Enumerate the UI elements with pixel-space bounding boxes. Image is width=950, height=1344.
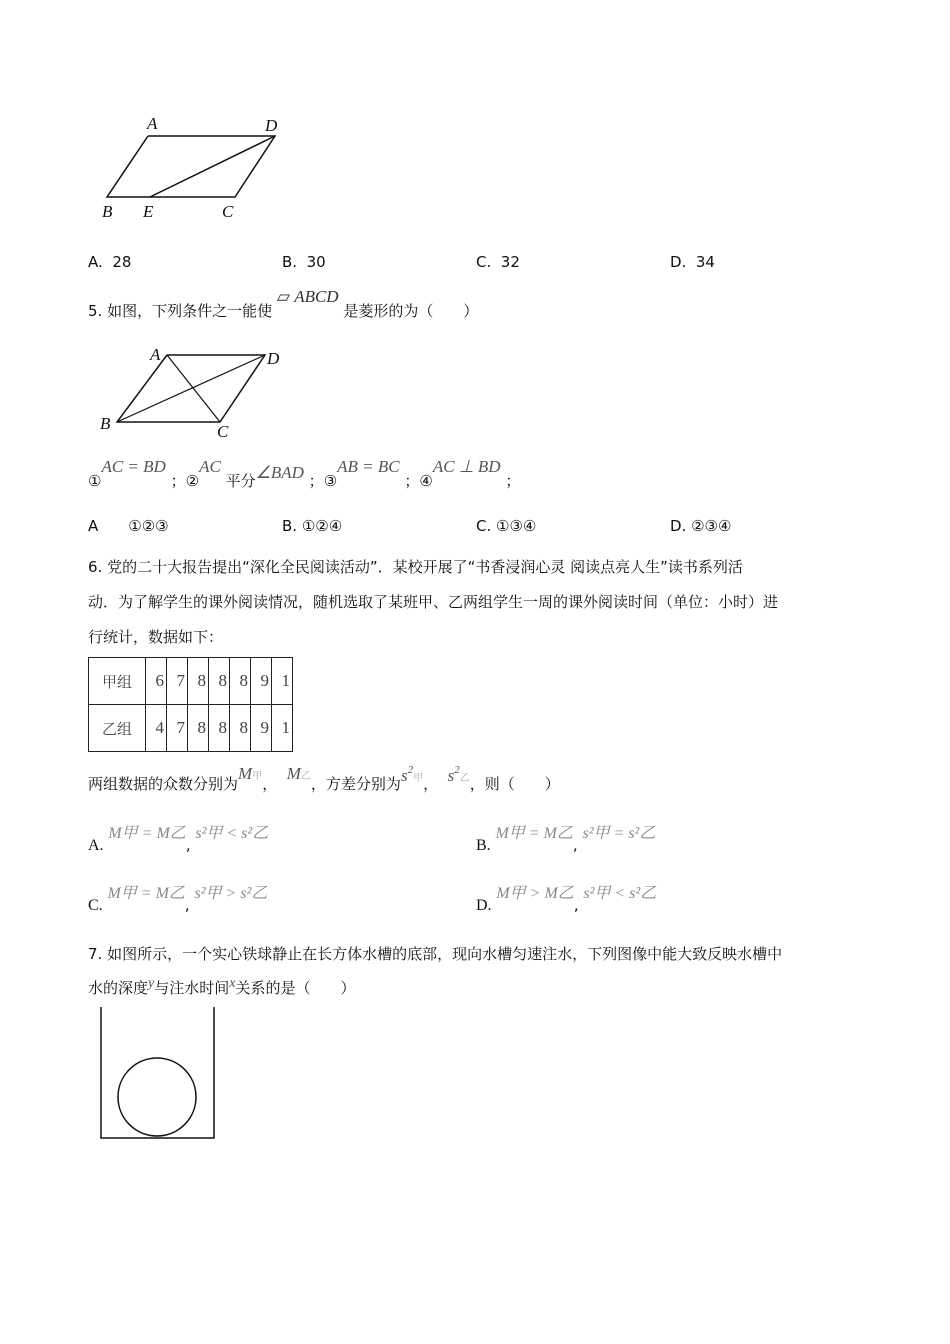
label-a: A [147,114,158,133]
q5-parallelogram-figure [95,340,295,445]
ball-icon [118,1058,196,1136]
q5-conditions: ①AC = BD ；②AC 平分∠BAD ；③AB = BC ；④AC ⊥ BD ； [88,457,521,490]
cell: 7 [167,705,188,752]
cell: 4 [146,705,167,752]
table-row [89,658,293,705]
q6-option-c[interactable]: C. M甲 = M乙, s²甲 > s²乙 [88,885,268,914]
q6-option-d[interactable]: D. M甲 > M乙, s²甲 < s²乙 [476,885,657,914]
option-key: A. [88,253,103,271]
label-d: D [265,116,278,135]
option-text: 30 [306,253,326,271]
cell: 8 [230,658,251,705]
condition-4: AC ⊥ BD [432,457,501,476]
cell: 8 [230,705,251,752]
option-text: 32 [500,253,520,271]
row-header: 乙组 [89,705,146,752]
q6-option-b[interactable]: B. M甲 = M乙, s²甲 = s²乙 [476,825,656,854]
q4-option-a[interactable] [88,253,131,271]
cell: 8 [188,658,209,705]
q7-stem-line-1: 7. 如图所示，一个实心铁球静止在长方体水槽的底部，现向水槽匀速注水，下列图像中能大致反映水槽中 [88,945,783,963]
stem-text: 5. 如图，下列条件之一能使 [88,302,273,320]
q5-stem [88,287,479,321]
parallelogram-symbol: ▱ ABCD [276,287,339,306]
q6-stem-line-3: 行统计，数据如下： [88,628,224,646]
q5-option-c[interactable]: C. ①③④ [476,517,537,535]
q4-option-c[interactable] [476,253,520,271]
cell: 8 [209,658,230,705]
label-d: D [267,349,280,368]
option-key: C. [476,253,492,271]
q6-question: 两组数据的众数分别为M甲， M乙，方差分别为$s^2$甲， $s^2$乙，则（ ） [88,764,560,793]
label-e: E [143,202,154,221]
q4-parallelogram-figure [95,110,295,225]
label-b: B [102,202,113,221]
water-tank-with-ball-figure [95,1005,225,1145]
condition-2: AC [199,457,221,476]
row-header: 甲组 [89,658,146,705]
q4-option-b[interactable] [282,253,326,271]
cell: 8 [209,705,230,752]
cell: 9 [251,658,272,705]
cell: 6 [146,658,167,705]
q5-option-d[interactable]: D. ②③④ [670,517,732,535]
option-key: B. [282,253,298,271]
option-text: 28 [112,253,132,271]
cell: 7 [167,658,188,705]
condition-1: AC = BD [101,457,166,476]
cell: 1 [272,658,293,705]
cell: 1 [272,705,293,752]
q6-stem-line-2: 动．为了解学生的课外阅读情况，随机选取了某班甲、乙两组学生一周的课外阅读时间（单位：小时）进 [88,593,779,611]
label-c: C [217,422,229,441]
cell: 9 [251,705,272,752]
q7-stem-line-2: 水的深度y与注水时间x关系的是（ ） [88,976,356,997]
q6-stem-line-1: 6. 党的二十大报告提出“深化全民阅读活动”．某校开展了“书香浸润心灵 阅读点亮人生”读书系列活 [88,558,743,576]
q4-option-d[interactable] [670,253,715,271]
q5-option-a[interactable]: A ①②③ [88,517,169,535]
cell: 8 [188,705,209,752]
condition-3: AB = BC [337,457,400,476]
q6-data-table [88,657,293,752]
label-c: C [222,202,234,221]
q5-option-b[interactable]: B. ①②④ [282,517,343,535]
label-a: A [150,345,161,364]
table-row [89,705,293,752]
q6-option-a[interactable]: A. M甲 = M乙, s²甲 < s²乙 [88,825,269,854]
stem-text: 是菱形的为（ ） [343,302,479,320]
option-text: 34 [695,253,715,271]
option-key: D. [670,253,687,271]
label-b: B [100,414,111,433]
